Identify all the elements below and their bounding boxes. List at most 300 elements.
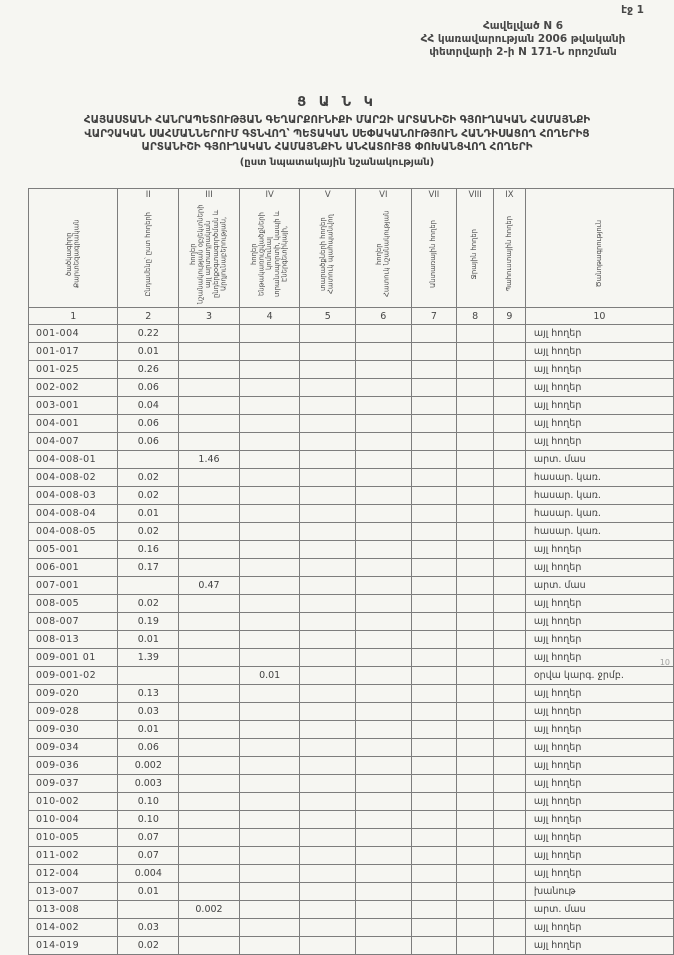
cell-area-value: [457, 487, 494, 505]
cell-parcel-code: 009-001 01: [29, 649, 118, 667]
cell-area-value: 0.26: [118, 361, 179, 379]
cell-area-value: [457, 325, 494, 343]
cell-area-value: [494, 919, 526, 937]
cell-parcel-code: 010-005: [29, 829, 118, 847]
cell-parcel-code: 011-002: [29, 847, 118, 865]
cell-area-value: [494, 667, 526, 685]
table-row: [29, 433, 674, 451]
cell-parcel-code: 002-002: [29, 379, 118, 397]
cell-area-value: [411, 919, 457, 937]
cell-area-value: [411, 829, 457, 847]
cell-parcel-code: 001-004: [29, 325, 118, 343]
cell-area-value: [494, 703, 526, 721]
cell-area-value: [300, 433, 356, 451]
cell-area-value: 0.002: [118, 757, 179, 775]
cell-area-value: [457, 919, 494, 937]
cell-area-value: [300, 631, 356, 649]
cell-area-value: [411, 505, 457, 523]
cell-area-value: [179, 595, 240, 613]
cell-parcel-code: 006-001: [29, 559, 118, 577]
cell-area-value: 0.13: [118, 685, 179, 703]
cell-area-value: [118, 451, 179, 469]
cell-parcel-code: 008-005: [29, 595, 118, 613]
cell-area-value: [239, 649, 300, 667]
cell-area-value: [179, 523, 240, 541]
table-row: [29, 541, 674, 559]
cell-area-value: [494, 541, 526, 559]
cell-area-value: [411, 883, 457, 901]
cell-area-value: [118, 667, 179, 685]
cell-area-value: [356, 829, 412, 847]
cell-note: այլ հողեր: [525, 685, 673, 703]
cell-parcel-code: 009-001-02: [29, 667, 118, 685]
title-subtitle: (ըստ նպատակային նշանակության): [239, 156, 435, 168]
cell-area-value: [300, 469, 356, 487]
cell-area-value: [179, 379, 240, 397]
cell-area-value: [457, 829, 494, 847]
cell-area-value: [300, 559, 356, 577]
table-row: [29, 379, 674, 397]
cell-area-value: [356, 793, 412, 811]
cell-area-value: [411, 613, 457, 631]
cell-area-value: [239, 883, 300, 901]
column-header-5: [300, 189, 356, 308]
cell-area-value: 0.10: [118, 793, 179, 811]
cell-area-value: [411, 937, 457, 955]
cell-area-value: [494, 829, 526, 847]
cell-area-value: [179, 793, 240, 811]
cell-area-value: [179, 613, 240, 631]
title-line-3: ԱՐՏԱՆԻՇԻ ԳՅՈՒՂԱԿԱՆ ՀԱՄԱՅՆՔԻՆ ԱՆՀԱՏՈՒՅՑ ՓՈԽԱՆՑՎՈՂ ՀՈՂԵՐԻ: [141, 141, 533, 153]
cell-area-value: [356, 505, 412, 523]
cell-area-value: [239, 793, 300, 811]
cell-area-value: [411, 739, 457, 757]
document-heading: Ց Ա Ն Կ: [297, 95, 377, 110]
cell-area-value: [239, 703, 300, 721]
cell-area-value: [300, 577, 356, 595]
table-row: [29, 811, 674, 829]
cell-area-value: 0.02: [118, 469, 179, 487]
cell-area-value: 0.01: [118, 721, 179, 739]
cell-area-value: [494, 937, 526, 955]
cell-area-value: 0.02: [118, 487, 179, 505]
cell-area-value: [356, 631, 412, 649]
cell-area-value: [239, 919, 300, 937]
cell-area-value: [411, 577, 457, 595]
table-row: [29, 847, 674, 865]
page-number: էջ 1: [621, 4, 644, 16]
cell-area-value: [239, 685, 300, 703]
cell-area-value: [411, 415, 457, 433]
cell-parcel-code: 005-001: [29, 541, 118, 559]
cell-area-value: 0.004: [118, 865, 179, 883]
cell-area-value: [179, 487, 240, 505]
column-numeral: [29, 189, 117, 202]
cell-area-value: [356, 415, 412, 433]
cell-area-value: 0.07: [118, 847, 179, 865]
cell-note: այլ հողեր: [525, 703, 673, 721]
cell-area-value: [457, 451, 494, 469]
cell-note: այլ հողեր: [525, 361, 673, 379]
cell-note: այլ հողեր: [525, 937, 673, 955]
cell-area-value: [356, 775, 412, 793]
cell-area-value: [300, 379, 356, 397]
document-title-block: [20, 95, 654, 168]
table-row: [29, 721, 674, 739]
cell-parcel-code: 009-037: [29, 775, 118, 793]
cell-area-value: 0.01: [118, 631, 179, 649]
column-label: Հատուկ պահպանվող տարածքների հողեր: [319, 214, 335, 294]
column-numeral: IX: [505, 190, 514, 200]
cell-area-value: [494, 505, 526, 523]
cell-area-value: [356, 883, 412, 901]
cell-area-value: [411, 343, 457, 361]
cell-area-value: [494, 451, 526, 469]
column-numeral: VIII: [468, 190, 482, 200]
cell-area-value: [411, 487, 457, 505]
cell-area-value: [300, 883, 356, 901]
cell-area-value: [411, 667, 457, 685]
cell-area-value: [239, 721, 300, 739]
cell-area-value: [300, 361, 356, 379]
cell-parcel-code: 001-025: [29, 361, 118, 379]
cell-area-value: [494, 685, 526, 703]
cell-area-value: [494, 361, 526, 379]
cell-area-value: [457, 541, 494, 559]
column-label: Ջրային հողեր: [470, 228, 479, 280]
cell-parcel-code: 004-008-02: [29, 469, 118, 487]
cell-area-value: [356, 649, 412, 667]
cell-area-value: [457, 469, 494, 487]
cell-area-value: [179, 739, 240, 757]
table-row: [29, 739, 674, 757]
cell-note: այլ հողեր: [525, 865, 673, 883]
column-label: Հատուկ նշանակության հողեր: [374, 210, 391, 298]
cell-area-value: 0.03: [118, 703, 179, 721]
cell-area-value: [356, 469, 412, 487]
margin-artifact: 10: [659, 658, 670, 667]
table-row: [29, 505, 674, 523]
cell-area-value: [494, 469, 526, 487]
cell-area-value: [457, 775, 494, 793]
cell-area-value: [239, 325, 300, 343]
cell-area-value: [356, 703, 412, 721]
cell-area-value: [457, 631, 494, 649]
cell-area-value: [457, 757, 494, 775]
cell-area-value: [239, 631, 300, 649]
cell-area-value: 0.01: [118, 883, 179, 901]
cell-area-value: 0.02: [118, 937, 179, 955]
cell-area-value: [494, 739, 526, 757]
cell-parcel-code: 001-017: [29, 343, 118, 361]
cell-area-value: 0.06: [118, 433, 179, 451]
cell-area-value: [239, 433, 300, 451]
cell-area-value: [494, 433, 526, 451]
cell-area-value: 0.003: [118, 775, 179, 793]
cell-area-value: [457, 883, 494, 901]
cell-note: այլ հողեր: [525, 397, 673, 415]
cell-area-value: [356, 739, 412, 757]
cell-area-value: [457, 685, 494, 703]
cell-area-value: [239, 469, 300, 487]
cell-area-value: [356, 577, 412, 595]
cell-area-value: [494, 397, 526, 415]
cell-area-value: [300, 757, 356, 775]
column-header-6: [356, 189, 412, 308]
cell-area-value: [494, 577, 526, 595]
cell-area-value: [494, 595, 526, 613]
cell-area-value: [300, 685, 356, 703]
cell-area-value: [239, 523, 300, 541]
cell-note: արտ. մաս: [525, 577, 673, 595]
cell-area-value: [356, 343, 412, 361]
cell-note: արտ. մաս: [525, 901, 673, 919]
cell-area-value: [411, 433, 457, 451]
table-row: [29, 757, 674, 775]
cell-area-value: [300, 739, 356, 757]
cell-note: այլ հողեր: [525, 559, 673, 577]
cell-area-value: [179, 397, 240, 415]
cell-note: արտ. մաս: [525, 451, 673, 469]
cell-area-value: [179, 469, 240, 487]
cell-area-value: [356, 919, 412, 937]
cell-area-value: [239, 415, 300, 433]
table-row: [29, 631, 674, 649]
cell-area-value: [411, 595, 457, 613]
cell-area-value: [179, 505, 240, 523]
column-header-1: [29, 189, 118, 308]
cell-area-value: [411, 523, 457, 541]
cell-parcel-code: 013-008: [29, 901, 118, 919]
cell-area-value: [239, 757, 300, 775]
cell-area-value: [356, 667, 412, 685]
annex-line-2: ՀՀ կառավարության 2006 թվականի: [420, 33, 626, 45]
cell-area-value: [300, 721, 356, 739]
cell-parcel-code: 009-028: [29, 703, 118, 721]
cell-area-value: [494, 379, 526, 397]
cell-area-value: [411, 469, 457, 487]
cell-area-value: [239, 541, 300, 559]
cell-parcel-code: 008-013: [29, 631, 118, 649]
cell-note: այլ հողեր: [525, 631, 673, 649]
cell-area-value: [300, 775, 356, 793]
column-numeral: III: [205, 190, 213, 200]
column-number-row: [29, 308, 674, 325]
column-number: 5: [300, 308, 356, 325]
cell-area-value: [411, 379, 457, 397]
cell-area-value: [457, 901, 494, 919]
cell-note: օրվա կարգ. ջրմբ.: [525, 667, 673, 685]
table-row: [29, 667, 674, 685]
cell-area-value: 0.16: [118, 541, 179, 559]
title-line-1: ՀԱՅԱՍՏԱՆԻ ՀԱՆՐԱՊԵՏՈՒԹՅԱՆ ԳԵՂԱՐՔՈՒՆԻՔԻ ՄԱՐԶԻ ԱՐՏԱՆԻՇԻ ԳՅՈՒՂԱԿԱՆ ՀԱՄԱՅՆՔԻ: [83, 114, 591, 126]
column-numeral: VI: [379, 190, 388, 200]
cell-area-value: [239, 487, 300, 505]
cell-note: այլ հողեր: [525, 379, 673, 397]
cell-area-value: [239, 577, 300, 595]
cell-area-value: [300, 847, 356, 865]
column-label: Էներգետիկայի, տրանսպորտի, կապի և կոմունալ ենթակառուցվածքների հողեր: [249, 210, 289, 298]
cell-area-value: [239, 505, 300, 523]
column-number: 9: [494, 308, 526, 325]
cell-area-value: [457, 649, 494, 667]
cell-area-value: [457, 415, 494, 433]
column-label: Ընդամենը՝ ըստ հողերի: [143, 211, 152, 297]
cell-note: հասար. կառ.: [525, 505, 673, 523]
cell-parcel-code: 009-020: [29, 685, 118, 703]
cell-area-value: 1.46: [179, 451, 240, 469]
cell-area-value: [457, 865, 494, 883]
cell-area-value: [494, 883, 526, 901]
cell-area-value: [411, 901, 457, 919]
cell-area-value: [300, 595, 356, 613]
cell-parcel-code: 007-001: [29, 577, 118, 595]
cell-area-value: [300, 325, 356, 343]
column-numeral: V: [324, 190, 331, 200]
cell-area-value: [179, 631, 240, 649]
cell-area-value: [239, 775, 300, 793]
cell-area-value: [179, 757, 240, 775]
cell-area-value: [411, 649, 457, 667]
cell-area-value: [457, 379, 494, 397]
cell-area-value: [300, 865, 356, 883]
cell-note: այլ հողեր: [525, 793, 673, 811]
cell-area-value: 0.01: [118, 343, 179, 361]
cell-note: խանութ: [525, 883, 673, 901]
column-header-9: [494, 189, 526, 308]
cell-area-value: [179, 937, 240, 955]
table-row: [29, 793, 674, 811]
column-header-3: [179, 189, 240, 308]
cell-area-value: [494, 721, 526, 739]
cell-area-value: 0.02: [118, 595, 179, 613]
column-number: 2: [118, 308, 179, 325]
cell-area-value: [179, 703, 240, 721]
table-row: [29, 415, 674, 433]
cell-area-value: [494, 415, 526, 433]
cell-area-value: [300, 613, 356, 631]
cell-area-value: [356, 613, 412, 631]
table-row: [29, 397, 674, 415]
cell-area-value: [457, 523, 494, 541]
column-numeral: VII: [428, 190, 440, 200]
cell-area-value: [239, 613, 300, 631]
cell-parcel-code: 004-008-05: [29, 523, 118, 541]
cell-area-value: 0.01: [118, 505, 179, 523]
table-row: [29, 649, 674, 667]
cell-area-value: [411, 793, 457, 811]
cell-area-value: [300, 811, 356, 829]
cell-area-value: [411, 559, 457, 577]
cell-note: այլ հողեր: [525, 919, 673, 937]
table-row: [29, 703, 674, 721]
cell-area-value: [179, 775, 240, 793]
cell-area-value: [356, 361, 412, 379]
cell-area-value: 0.002: [179, 901, 240, 919]
cell-area-value: [179, 361, 240, 379]
cell-note: այլ հողեր: [525, 775, 673, 793]
cell-area-value: [457, 613, 494, 631]
cell-area-value: 1.39: [118, 649, 179, 667]
cell-area-value: [300, 505, 356, 523]
table-row: [29, 343, 674, 361]
cell-area-value: [239, 739, 300, 757]
cell-area-value: [457, 667, 494, 685]
cell-note: այլ հողեր: [525, 649, 673, 667]
cell-area-value: [179, 343, 240, 361]
column-header-4: [239, 189, 300, 308]
cell-area-value: [356, 379, 412, 397]
cell-area-value: [494, 325, 526, 343]
cell-area-value: [494, 649, 526, 667]
table-row: [29, 775, 674, 793]
cell-area-value: [494, 559, 526, 577]
cell-area-value: [494, 865, 526, 883]
cell-area-value: [356, 757, 412, 775]
cell-area-value: [179, 685, 240, 703]
cell-area-value: [300, 451, 356, 469]
cell-area-value: [300, 829, 356, 847]
table-row: [29, 937, 674, 955]
cell-note: այլ հողեր: [525, 595, 673, 613]
header-row: [29, 189, 674, 308]
cell-area-value: [411, 847, 457, 865]
cell-note: այլ հողեր: [525, 829, 673, 847]
cell-parcel-code: 004-008-04: [29, 505, 118, 523]
column-header-8: [457, 189, 494, 308]
title-line-2: ՎԱՐՉԱԿԱՆ ՍԱՀՄԱՆՆԵՐՈՒՄ ԳՏՆՎՈՂ՝ ՊԵՏԱԿԱՆ ՍԵՓԱԿԱՆՈՒԹՅՈՒՆ ՀԱՆԴԻՍԱՑՈՂ ՀՈՂԵՐԻՑ: [84, 127, 590, 140]
cell-parcel-code: 004-001: [29, 415, 118, 433]
table-row: [29, 865, 674, 883]
column-label: Քարտեզագրական ծածկագիրը: [64, 219, 81, 289]
cell-area-value: [179, 811, 240, 829]
cell-area-value: [411, 721, 457, 739]
cell-area-value: [457, 811, 494, 829]
cell-area-value: [457, 937, 494, 955]
cell-note: այլ հողեր: [525, 325, 673, 343]
table-row: [29, 559, 674, 577]
cell-area-value: [239, 559, 300, 577]
cell-area-value: [179, 883, 240, 901]
cell-parcel-code: 004-008-01: [29, 451, 118, 469]
cell-area-value: [494, 631, 526, 649]
cell-area-value: [239, 937, 300, 955]
cell-area-value: [411, 757, 457, 775]
cell-parcel-code: 003-001: [29, 397, 118, 415]
cell-parcel-code: 009-036: [29, 757, 118, 775]
cell-area-value: [494, 775, 526, 793]
cell-area-value: [179, 847, 240, 865]
column-header-2: [118, 189, 179, 308]
cell-area-value: [300, 937, 356, 955]
cell-area-value: [300, 487, 356, 505]
cell-area-value: [239, 829, 300, 847]
cell-area-value: [356, 325, 412, 343]
column-header-10: [525, 189, 673, 308]
cell-note: այլ հողեր: [525, 433, 673, 451]
cell-area-value: [300, 397, 356, 415]
cell-area-value: [411, 541, 457, 559]
cell-area-value: [179, 541, 240, 559]
column-header-7: [411, 189, 457, 308]
column-number: 1: [29, 308, 118, 325]
cell-area-value: [457, 577, 494, 595]
column-number: 4: [239, 308, 300, 325]
cell-note: այլ հողեր: [525, 415, 673, 433]
cell-area-value: [118, 577, 179, 595]
cell-area-value: [239, 451, 300, 469]
cell-area-value: 0.04: [118, 397, 179, 415]
